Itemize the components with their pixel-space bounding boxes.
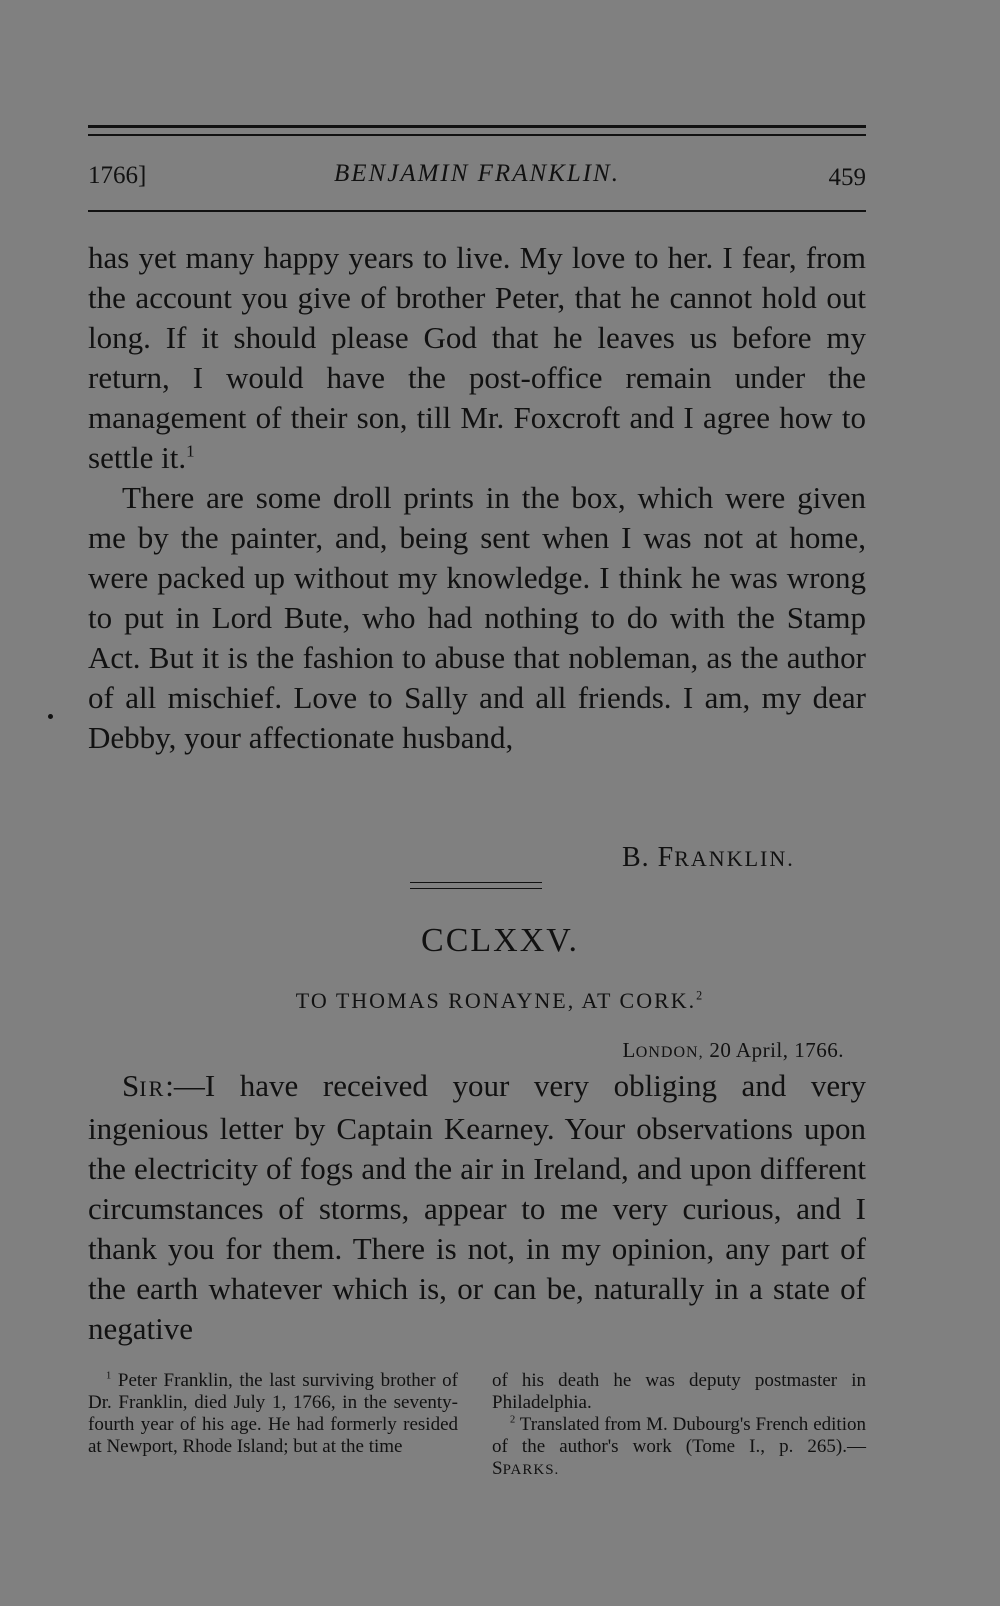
header-title: BENJAMIN FRANKLIN.	[334, 160, 620, 187]
paragraph-2: There are some droll prints in the box, which were given me by the painter, and, being sent when I was not at home, were packed up without my knowledge. I think he was wrong to put in Lord Bute, who had nothing to do with the Stamp Act. But it is the fashion to abuse that nobleman, as the author of all mischief. Love to Sally and all friends. I am, my dear Debby, your affectionate husband,	[88, 480, 866, 755]
letter-recipient: TO THOMAS RONAYNE, AT CORK.$^2$	[295, 988, 705, 1013]
header-rule-top-thick	[88, 125, 866, 128]
margin-mark	[48, 714, 53, 719]
footnote-2: $^2$ Translated from M. Dubourg's French edition of the author's work (Tome I., p. 265).—SPARKS.	[492, 1414, 866, 1479]
footnote-column-right	[492, 1370, 866, 1481]
header-rule-top-thin	[88, 134, 866, 136]
signature: B. FRANKLIN.	[622, 842, 795, 873]
footnote-column-left	[88, 1370, 458, 1458]
letter-continuation	[88, 238, 866, 758]
letter-paragraph: SIR:—I have received your very obliging and very ingenious letter by Captain Kearney. Your observations upon the electricity of fogs and the air in Ireland, and upon different circumstances of storms, appear to me very curious, and I thank you for them. There is not, in my opinion, any part of the earth whatever which is, or can be, naturally in a state of negative	[88, 1068, 866, 1346]
footnote-ref-1[interactable]: 1	[186, 441, 195, 461]
footnote-ref-2[interactable]: 2	[696, 988, 705, 1003]
header-year: 1766]	[88, 162, 147, 189]
dateline: LONDON, 20 April, 1766.	[622, 1038, 844, 1062]
running-header	[88, 158, 866, 198]
footnote-1-continued: of his death he was deputy postmaster in Philadelphia.	[492, 1370, 866, 1413]
letter-body	[88, 1066, 866, 1349]
page-number: 459	[828, 164, 866, 191]
letter-number: CCLXXV.	[421, 922, 579, 959]
header-rule-bottom	[88, 210, 866, 212]
section-separator-top	[410, 882, 542, 883]
paragraph-1: has yet many happy years to live. My love to her. I fear, from the account you give of brother Peter, that he cannot hold out long. If it should please God that he leaves us before my return, I would have the post-office remain under the management of their son, till Mr. Foxcroft and I agree how to settle it.$^1$	[88, 240, 866, 475]
footnote-1: $^1$ Peter Franklin, the last surviving brother of Dr. Franklin, died July 1, 1766, in the seventy-fourth year of his age. He had formerly resided at Newport, Rhode Island; but at the time	[88, 1370, 459, 1457]
section-separator-bottom	[410, 888, 542, 889]
